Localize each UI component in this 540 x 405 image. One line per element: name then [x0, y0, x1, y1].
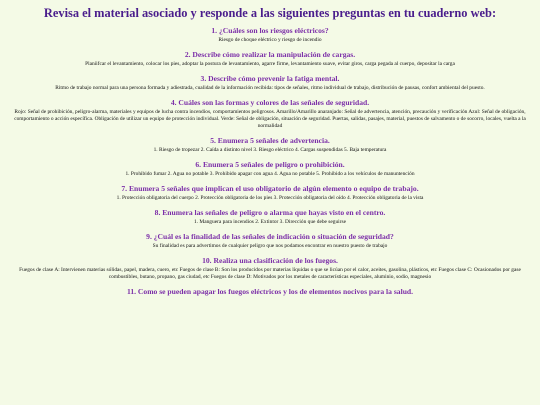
question-block-8 — [4, 208, 536, 226]
question-heading: 1. ¿Cuáles son los riesgos eléctricos? — [211, 26, 329, 35]
question-block-1 — [4, 26, 536, 44]
answer-text: Fuegos de clase A: Intervienen materias sólidas, papel, madera, cuero, etc Fuegos de clase B: Son los producidos por materias líquidas o que se licúan por el calor, aceites, gasolina, plásticos, etc Fuegos clase C: Ocasionados por gase combustibles, butano, propano, gas ciudad, etc Fuegos de clase D: Motivados por los metales de características especiales, aluminio, sodio, magnesio — [19, 267, 521, 280]
question-block-4 — [4, 98, 536, 130]
question-heading: 10. Realiza una clasificación de los fuegos. — [202, 256, 338, 265]
answer-text: Riesgo de choque eléctrico y riesgo de incendio — [218, 37, 322, 43]
question-block-2 — [4, 50, 536, 68]
question-block-9 — [4, 232, 536, 250]
answer-text: 1. Riesgo de tropezar 2. Caída a distinto nivel 3. Riesgo eléctrico 4. Cargas suspendidas 5. Baja temperatura — [153, 147, 387, 153]
answer-text: Su finalidad es para advertimos de cualquier peligro que nos podamos encontrar en nuestro puesto de trabajo — [152, 243, 388, 249]
answer-text: Rojo: Señal de prohibición, peligro-alarma, materiales y equipos de lucha contra incendios, comportamientos peligrosos. Amarillo/Amarillo anaranjado: Señal de advertencia, atención, precaución y verificación Azul: Señal de obligación, comportamiento o acción específica. Obligación de utilizar un equipo de protección individual. Verde: Señal de obligación, situación de seguridad. Puertas, salidas, pasajes, material, puestos de salvamento o de socorro, locales, vuelta a la normalidad — [14, 109, 526, 129]
answer-text: Ritmo de trabajo normal para una persona formada y adiestrada, cualidad de la información recibida: tipos de señales, ritmo individual de trabajo, distribución de pausas, confort ambiental del puesto. — [55, 85, 485, 91]
answer-text: 1. Prohibido fumar 2. Agua no potable 3. Prohibido apagar con agua 4. Agua no potable 5. Prohibido a los vehículos de manuntención — [125, 171, 415, 177]
question-heading: 7. Enumera 5 señales que implican el uso obligatorio de algún elemento o equipo de trabajo. — [121, 184, 419, 193]
question-heading: 6. Enumera 5 señales de peligro o prohibición. — [195, 160, 345, 169]
question-heading: 8. Enumera las señales de peligro o alarma que hayas visto en el centro. — [154, 208, 386, 217]
question-heading: 3. Describe cómo prevenir la fatiga mental. — [200, 74, 340, 83]
question-block-7 — [4, 184, 536, 202]
question-block-5 — [4, 136, 536, 154]
answer-text: 1. Manguera para incendios 2. Extintor 3. Dirección que debe seguirse — [194, 219, 346, 225]
answer-text: 1. Protección obligatoria del cuerpo 2. Protección obligatoria de los pies 3. Protección obligatoria del oído 4. Protección obligatoria de la vista — [116, 195, 424, 201]
question-block-6 — [4, 160, 536, 178]
question-block-10 — [4, 256, 536, 281]
question-block-11 — [4, 287, 536, 297]
answer-text: Planiifcar el levantamiento, colocar los pies, adoptar la postura de levantamiento, agarre firme, levantamiento suave, evitar giros, carga pegada al cuerpo, depositar la carga — [85, 61, 455, 67]
page-title: Revisa el material asociado y responde a las siguientes preguntas en tu cuaderno web: — [43, 6, 497, 20]
question-block-3 — [4, 74, 536, 92]
question-heading: 4. Cuáles son las formas y colores de las señales de seguridad. — [170, 98, 370, 107]
question-heading: 5. Enumera 5 señales de advertencia. — [210, 136, 330, 145]
question-heading: 2. Describe cómo realizar la manipulación de cargas. — [184, 50, 356, 59]
question-heading: 9. ¿Cuál es la finalidad de las señales de indicación o situación de seguridad? — [146, 232, 394, 241]
question-heading: 11. Como se pueden apagar los fuegos eléctricos y los de elementos nocivos para la salud. — [126, 287, 414, 296]
